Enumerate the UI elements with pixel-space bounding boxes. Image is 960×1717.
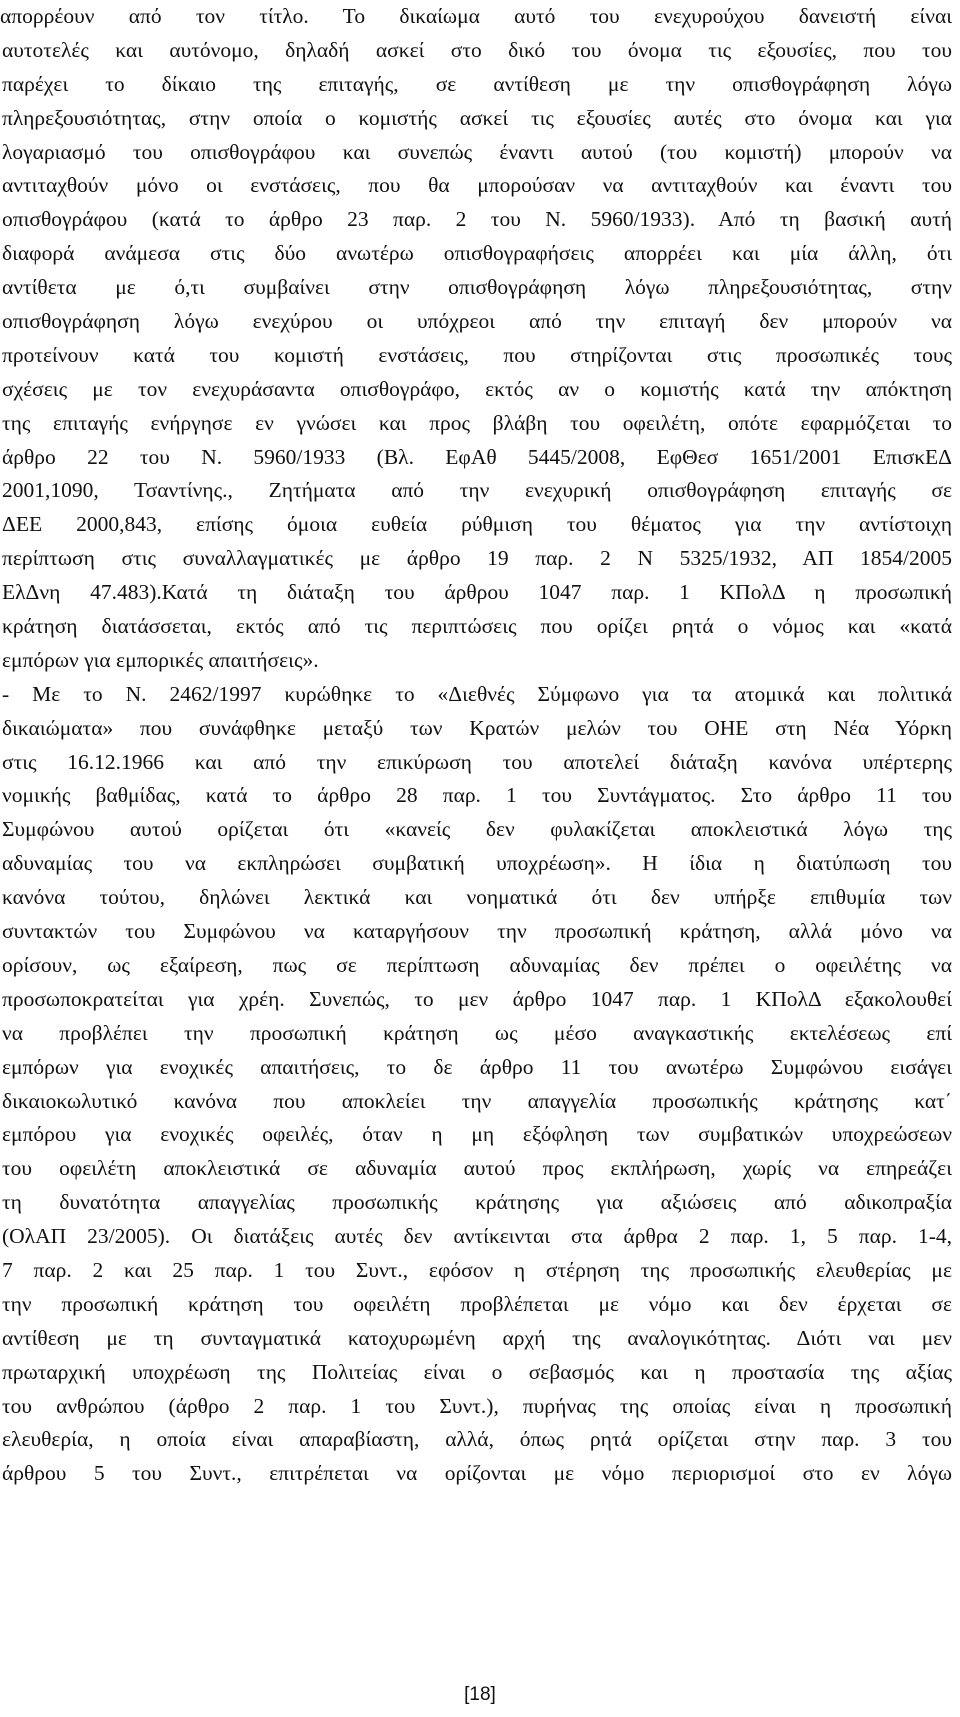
text-line: τη δυνατότητα απαγγελίας προσωπικής κράτησης για αξιώσεις από αδικοπραξία (2, 1190, 952, 1215)
text-line: προσωποκρατείται για χρέη. Συνεπώς, το μεν άρθρο 1047 παρ. 1 ΚΠολΔ εξακολουθεί (2, 986, 952, 1011)
text-line: συντακτών του Συμφώνου να καταργήσουν την προσωπική κράτηση, αλλά μόνο να (2, 919, 952, 944)
text-line: αντίθεση με τη συνταγματικά κατοχυρωμένη αρχή της αναλογικότητας. Διότι ναι μεν (2, 1325, 952, 1350)
text-line: του ανθρώπου (άρθρο 2 παρ. 1 του Συντ.), πυρήνας της οποίας είναι η προσωπική (2, 1393, 952, 1418)
text-line: ελευθερία, η οποία είναι απαραβίαστη, αλλά, όπως ρητά ορίζεται στην παρ. 3 του (2, 1427, 952, 1452)
text-line: απορρέουν από τον τίτλο. Το δικαίωμα αυτό του ενεχυρούχου δανειστή είναι (0, 4, 952, 28)
text-line: οπισθογράφηση λόγω ενεχύρου οι υπόχρεοι από την επιταγή δεν μπορούν να (2, 309, 952, 334)
text-line: - Με το Ν. 2462/1997 κυρώθηκε το «Διεθνές Σύμφωνο για τα ατομικά και πολιτικά (2, 681, 952, 706)
text-line: της επιταγής ενήργησε εν γνώσει και προς βλάβη του οφειλέτη, οπότε εφαρμόζεται το (2, 410, 952, 435)
text-line: πληρεξουσιότητας, στην οποία ο κομιστής ασκεί τις εξουσίες αυτές στο όνομα και για (2, 105, 952, 130)
text-line: 2001,1090, Τσαντίνης., Ζητήματα από την ενεχυρική οπισθογράφηση επιταγής σε (2, 478, 952, 503)
text-line: την προσωπική κράτηση του οφειλέτη προβλέπεται με νόμο και δεν έρχεται σε (2, 1291, 952, 1316)
text-line: στις 16.12.1966 και από την επικύρωση του αποτελεί διάταξη κανόνα υπέρτερης (2, 749, 952, 774)
text-line: άρθρου 5 του Συντ., επιτρέπεται να ορίζονται με νόμο περιορισμοί στο εν λόγω (2, 1461, 952, 1486)
text-line: πρωταρχική υποχρέωση της Πολιτείας είναι ο σεβασμός και η προστασία της αξίας (2, 1359, 952, 1384)
text-line: ΕλΔνη 47.483).Κατά τη διάταξη του άρθρου 1047 παρ. 1 ΚΠολΔ η προσωπική (2, 580, 952, 605)
text-line: σχέσεις με τον ενεχυράσαντα οπισθογράφο, εκτός αν ο κομιστής κατά την απόκτηση (2, 376, 952, 401)
text-line: εμπόρων για εμπορικές απαιτήσεις». (2, 647, 319, 672)
text-line: αντιταχθούν μόνο οι ενστάσεις, που θα μπορούσαν να αντιταχθούν και έναντι του (2, 173, 952, 198)
text-line: (ΟλΑΠ 23/2005). Οι διατάξεις αυτές δεν αντίκεινται στα άρθρα 2 παρ. 1, 5 παρ. 1-4, (2, 1224, 952, 1249)
text-line: άρθρο 22 του Ν. 5960/1933 (Βλ. ΕφΑθ 5445/2008, ΕφΘεσ 1651/2001 ΕπισκΕΔ (2, 444, 952, 469)
text-line: κράτηση διατάσσεται, εκτός από τις περιπτώσεις που ορίζει ρητά ο νόμος και «κατά (2, 614, 952, 639)
text-line: εμπόρου για ενοχικές οφειλές, όταν η μη εξόφληση των συμβατικών υποχρεώσεων (2, 1122, 952, 1147)
text-line: προτείνουν κατά του κομιστή ενστάσεις, που στηρίζονται στις προσωπικές τους (2, 342, 952, 367)
text-line: οπισθογράφου (κατά το άρθρο 23 παρ. 2 του Ν. 5960/1933). Από τη βασική αυτή (2, 207, 952, 232)
text-line: ΔΕΕ 2000,843, επίσης όμοια ευθεία ρύθμιση του θέματος για την αντίστοιχη (2, 512, 952, 537)
text-line: 7 παρ. 2 και 25 παρ. 1 του Συντ., εφόσον η στέρηση της προσωπικής ελευθερίας με (2, 1257, 952, 1282)
text-line: νομικής βαθμίδας, κατά το άρθρο 28 παρ. 1 του Συντάγματος. Στο άρθρο 11 του (2, 783, 952, 808)
text-line: περίπτωση στις συναλλαγματικές με άρθρο 19 παρ. 2 Ν 5325/1932, ΑΠ 1854/2005 (2, 546, 952, 571)
text-line: δικαιώματα» που συνάφθηκε μεταξύ των Κρατών μελών του ΟΗΕ στη Νέα Υόρκη (2, 715, 952, 740)
text-line: ορίσουν, ως εξαίρεση, πως σε περίπτωση αδυναμίας δεν πρέπει ο οφειλέτης να (2, 952, 952, 977)
text-line: αδυναμίας του να εκπληρώσει συμβατική υποχρέωση». Η ίδια η διατύπωση του (2, 851, 952, 876)
text-line: δικαιοκωλυτικό κανόνα που αποκλείει την απαγγελία προσωπικής κράτησης κατ΄ (2, 1088, 952, 1113)
text-line: Συμφώνου αυτού ορίζεται ότι «κανείς δεν φυλακίζεται αποκλειστικά λόγω της (2, 817, 952, 842)
text-line: διαφορά ανάμεσα στις δύο ανωτέρω οπισθογραφήσεις απορρέει και μία άλλη, ότι (2, 241, 952, 266)
text-line: λογαριασμό του οπισθογράφου και συνεπώς έναντι αυτού (του κομιστή) μπορούν να (2, 139, 952, 164)
text-line: του οφειλέτη αποκλειστικά σε αδυναμία αυτού προς εκπλήρωση, χωρίς να επηρεάζει (2, 1156, 952, 1181)
text-line: αντίθετα με ό,τι συμβαίνει στην οπισθογράφηση λόγω πληρεξουσιότητας, στην (2, 275, 952, 300)
text-line: να προβλέπει την προσωπική κράτηση ως μέσο αναγκαστικής εκτελέσεως επί (2, 1020, 952, 1045)
page-number: [18] (464, 1684, 496, 1705)
text-line: αυτοτελές και αυτόνομο, δηλαδή ασκεί στο δικό του όνομα τις εξουσίες, που του (2, 37, 952, 62)
text-line: κανόνα τούτου, δηλώνει λεκτικά και νοηματικά ότι δεν υπήρξε επιθυμία των (2, 885, 952, 910)
text-line: παρέχει το δίκαιο της επιταγής, σε αντίθεση με την οπισθογράφηση λόγω (2, 71, 952, 96)
text-line: εμπόρων για ενοχικές απαιτήσεις, το δε άρθρο 11 του ανωτέρω Συμφώνου εισάγει (2, 1054, 952, 1079)
